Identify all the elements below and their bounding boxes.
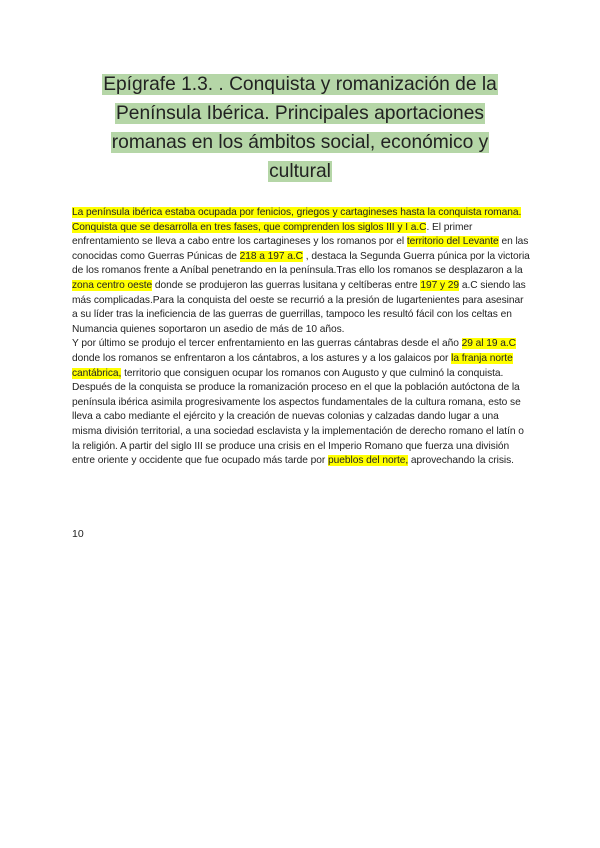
body-text	[72, 206, 530, 469]
highlighted-text: pueblos del norte,	[328, 455, 409, 467]
highlighted-text: zona centro oeste	[72, 279, 153, 291]
title-line: Epígrafe 1.3. . Conquista y romanización de la	[103, 74, 497, 95]
text-run: en las conocidas como Guerras Púnicas de	[72, 236, 529, 262]
text-run: donde se produjeron las guerras lusitana y celtíberas entre	[152, 279, 421, 291]
paragraph-fenicios	[72, 206, 530, 337]
highlighted-text: territorio del Levante	[406, 236, 499, 248]
paragraph-guerras-cantabras	[72, 337, 530, 381]
text-run: territorio que consiguen ocupar los romanos con Augusto y que culminó la conquista.	[121, 367, 504, 379]
highlighted-text: la franja norte cantábrica,	[72, 352, 513, 379]
highlighted-text: 218 a 197 a.C	[239, 250, 303, 262]
text-run: donde los romanos se enfrentaron a los cántabros, a los astures y a los galaicos por	[72, 352, 452, 364]
title-line: cultural	[269, 161, 331, 182]
text-run: Y por último se produjo el tercer enfrentamiento en las guerras cántabras desde el año	[72, 338, 462, 350]
highlighted-text: 197 y 29	[420, 279, 460, 291]
text-run: a.C siendo las más complicadas.Para la conquista del oeste se recurrió a la presión de lugartenientes para asesinar a su líder tras la ineficiencia de las guerras de guerrillas, tampoco les resultó fácil con los celtas en Numancia quienes soportaron un asedio de más de 10 años.	[72, 279, 526, 335]
highlighted-text: La península ibérica estaba ocupada por fenicios, griegos y cartagineses hasta la conquista romana. Conquista que se desarrolla en tres fases, que comprenden los siglos III y I a.C	[72, 207, 522, 233]
text-run: Después de la conquista se produce la romanización proceso en el que la población autóctona de la península ibérica asimila progresivamente los aspectos fundamentales de la cultura romana, esto se lleva a cabo mediante el ejército y la creación de nuevas colonias y calzadas dando lugar a una misma división territorial, a una sociedad esclavista y la implementación de derecho romano el latín o la religión. A partir del siglo III se produce una crisis en el Imperio Romano que fuerza una división entre oriente y occidente que fue ocupado más tarde por	[72, 382, 524, 467]
page-number: 10	[72, 528, 84, 540]
page-title	[72, 70, 528, 186]
text-run: . El primer enfrentamiento se lleva a cabo entre los cartagineses y los romanos por el	[72, 221, 473, 248]
title-line: romanas en los ámbitos social, económico y	[111, 132, 489, 153]
highlighted-text: 29 al 19 a.C	[461, 338, 516, 350]
text-run: aprovechando la crisis.	[408, 455, 514, 467]
title-line: Península Ibérica. Principales aportaciones	[116, 103, 484, 124]
paragraph-romanizacion	[72, 381, 530, 469]
text-run: , destaca la Segunda Guerra púnica por la victoria de los romanos frente a Aníbal penetrando en la península.Tras ello los romanos se desplazaron a la	[72, 250, 530, 277]
